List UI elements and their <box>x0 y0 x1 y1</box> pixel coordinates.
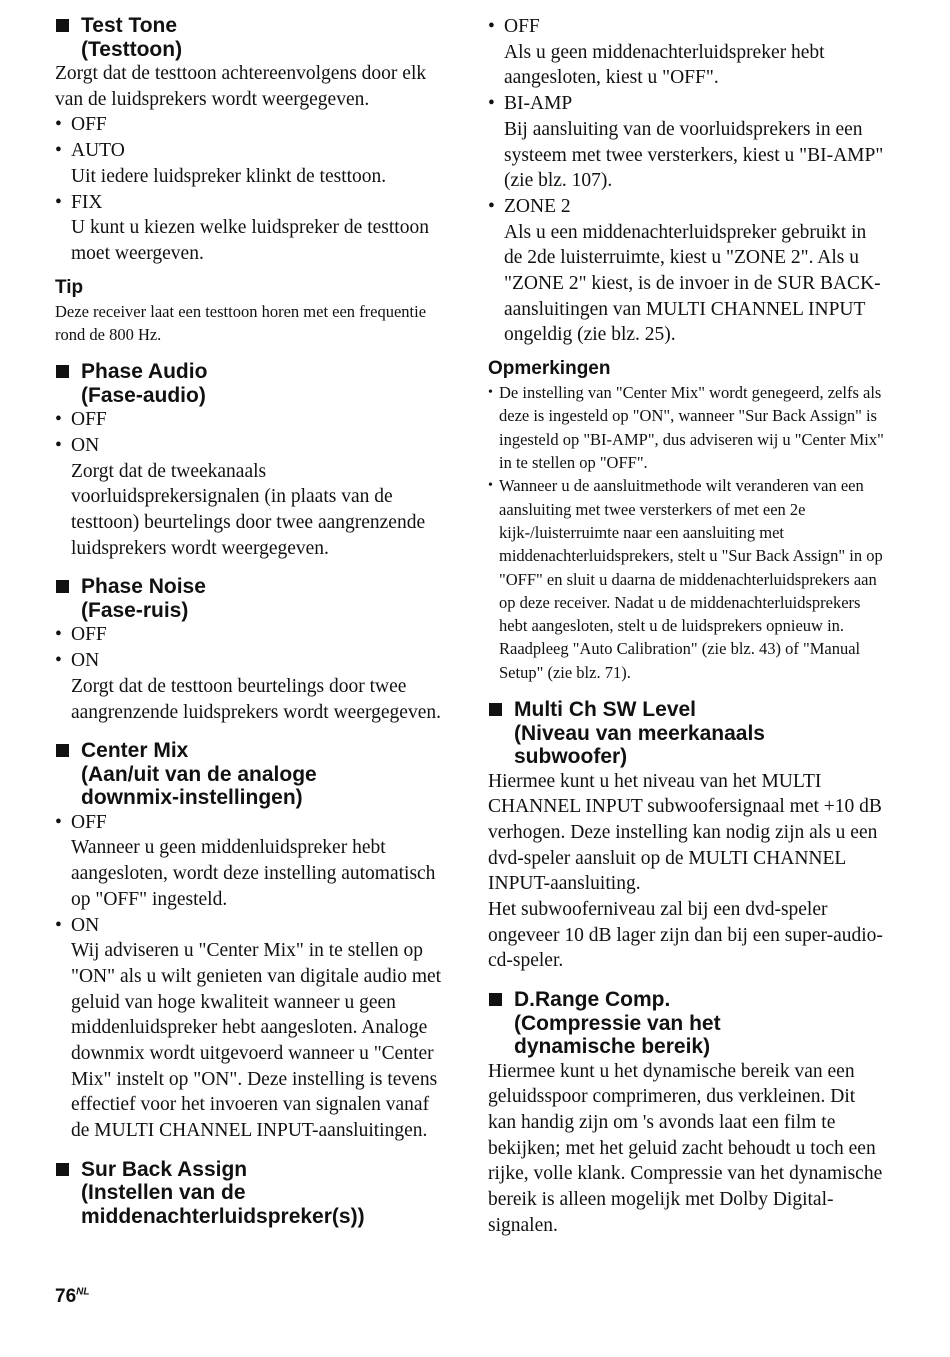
tip-text: Deze receiver laat een testtoon horen met een frequentie rond de 800 Hz. <box>55 301 427 344</box>
square-bullet-icon <box>56 19 69 32</box>
multi-ch-text-2: Het subwooferniveau zal bij een dvd-speler ongeveer 10 dB lager zijn dan bij een super-audio-cd-speler. <box>488 899 883 972</box>
drange-comp-heading: D.Range Comp. (Compressie van het dynamische bereik) <box>488 988 888 1059</box>
square-bullet-icon <box>56 1163 69 1176</box>
square-bullet-icon <box>489 703 502 716</box>
sur-back-assign-heading: Sur Back Assign (Instellen van de middenachterluidspreker(s)) <box>55 1158 450 1229</box>
multi-ch-sw-level-heading: Multi Ch SW Level (Niveau van meerkanaals subwoofer) <box>488 698 888 769</box>
phase-noise-heading: Phase Noise (Fase-ruis) <box>55 575 450 622</box>
option-item: • FIX U kunt u kiezen welke luidspreker de testtoon moet weergeven. <box>55 191 429 264</box>
notes-heading: Opmerkingen <box>488 358 611 380</box>
option-item: • ON Zorgt dat de testtoon beurtelings door twee aangrenzende luidsprekers wordt weergegeven. <box>55 650 441 723</box>
option-item: • ON Zorgt dat de tweekanaals voorluidsprekersignalen (in plaats van de testtoon) beurtelings door twee aangrenzende luidsprekers wordt weergegeven. <box>55 434 426 559</box>
center-mix-heading: Center Mix (Aan/uit van de analoge downmix-instellingen) <box>55 739 450 810</box>
square-bullet-icon <box>56 580 69 593</box>
right-column <box>488 14 888 1239</box>
note-item: • Wanneer u de aansluitmethode wilt veranderen van een aansluiting met twee versterkers of met een 2e kijk-/luisterruimte naar een aansluiting met middenachterluidsprekers, stelt u "Sur Back Assign" in op "OFF" en sluit u daarna de middenachterluidsprekers aan op deze receiver. Nadat u de middenachterluidsprekers hebt aangesloten, stelt u de luidsprekers opnieuw in. Raadpleeg "Auto Calibration" (zie blz. 43) of "Manual Setup" (zie blz. 71). <box>488 476 883 682</box>
option-item: • OFF Wanneer u geen middenluidspreker hebt aangesloten, wordt deze instelling automatisch op "OFF" ingesteld. <box>55 811 436 910</box>
drange-text: Hiermee kunt u het dynamische bereik van een geluidsspoor comprimeren, dus verkleinen. Dit kan handig zijn om 's avonds laat een film te bekijken; met het geluid zacht behoudt u toch een rijke, volle klank. Compressie van het dynamische bereik is alleen mogelijk met Dolby Digital-signalen. <box>488 1060 883 1236</box>
tip-heading: Tip <box>55 276 84 298</box>
option-item: • AUTO Uit iedere luidspreker klinkt de testtoon. <box>55 140 387 187</box>
multi-ch-text: Hiermee kunt u het niveau van het MULTI CHANNEL INPUT subwoofersignaal met +10 dB verhogen. Deze instelling kan nodig zijn als u een dvd-speler aansluit op de MULTI CHANNEL INPUT-aansluiting. <box>488 770 882 895</box>
option-item: • OFF <box>55 409 107 431</box>
square-bullet-icon <box>489 993 502 1006</box>
test-tone-heading: Test Tone (Testtoon) <box>55 14 450 61</box>
left-column <box>55 14 450 1228</box>
option-item: • ON Wij adviseren u "Center Mix" in te stellen op "ON" als u wilt genieten van digitale audio met geluid van hoge kwaliteit wanneer u geen middenluidspreker hebt aangesloten. Analoge downmix wordt uitgevoerd wanneer u "Center Mix" instelt op "ON". Deze instelling is tevens effectief voor het invoeren van signalen vanaf de MULTI CHANNEL INPUT-aansluitingen. <box>55 914 442 1142</box>
option-item: • OFF <box>55 624 107 646</box>
square-bullet-icon <box>56 744 69 757</box>
page-number: $76^{NL}$ <box>55 1286 90 1307</box>
phase-audio-heading: Phase Audio (Fase-audio) <box>55 360 450 407</box>
square-bullet-icon <box>56 365 69 378</box>
option-item: • BI-AMP Bij aansluiting van de voorluidsprekers in een systeem met twee versterkers, kiest u "BI-AMP" (zie blz. 107). <box>488 93 884 192</box>
test-tone-intro: Zorgt dat de testtoon achtereenvolgens door elk van de luidsprekers wordt weergegeven. <box>55 63 427 110</box>
option-item: • ZONE 2 Als u een middenachterluidspreker gebruikt in de 2de luisterruimte, kiest u "ZONE 2". Als u "ZONE 2" kiest, is de invoer in de SUR BACK-aansluitingen van MULTI CHANNEL INPUT ongeldig (zie blz. 25). <box>488 195 881 346</box>
option-item: • OFF <box>55 114 107 136</box>
option-item: • OFF Als u geen middenachterluidspreker hebt aangesloten, kiest u "OFF". <box>488 16 825 89</box>
note-item: • De instelling van "Center Mix" wordt genegeerd, zelfs als deze is ingesteld op "ON", wanneer "Sur Back Assign" is ingesteld op "BI-AMP", dus adviseren wij u "Center Mix" in te stellen op "OFF". <box>488 383 884 473</box>
